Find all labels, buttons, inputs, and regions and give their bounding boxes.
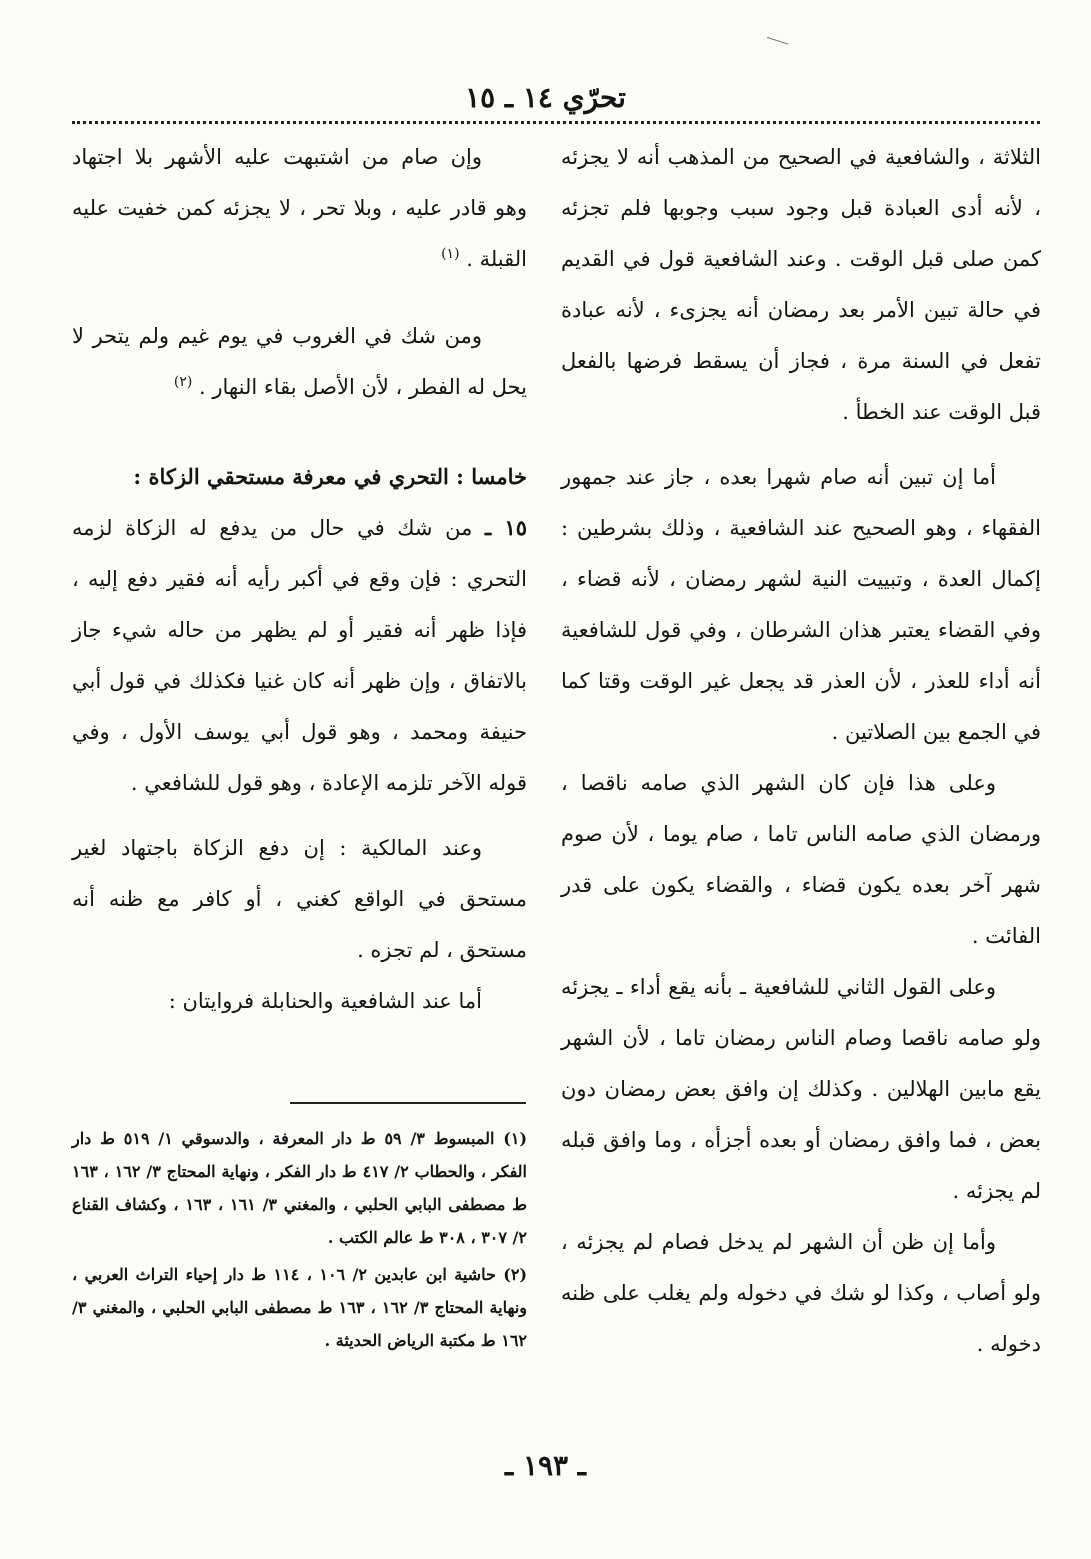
right-paragraph-4: وعلى القول الثاني للشافعية ـ بأنه يقع أداء ـ يجزئه ولو صامه ناقصا وصام الناس رمضان تاما ، لأن الشهر يقع مابين الهلالين . وكذلك إن وافق بعض رمضان دون بعض ، فما وافق رمضان أو بعده أجزأه ، وما وافق قبله لم يجزئه .: [561, 975, 1041, 1203]
left-paragraph-2-text: ومن شك في الغروب في يوم غيم ولم يتحر لا يحل له الفطر ، لأن الأصل بقاء النهار .: [72, 324, 527, 399]
left-paragraph-2: [72, 311, 527, 413]
left-column: [72, 132, 527, 1027]
left-paragraph-5: أما عند الشافعية والحنابلة فروايتان :: [168, 989, 482, 1013]
left-paragraph-3: [72, 502, 527, 809]
right-paragraph-5: وأما إن ظن أن الشهر لم يدخل فصام لم يجزئه ، ولو أصاب ، وكذا لو شك في دخوله ولم يغلب على ظنه دخوله .: [561, 1230, 1041, 1356]
footnote-ref-2: (٢): [173, 374, 193, 390]
item-number: ١٥ ـ: [485, 515, 527, 540]
right-paragraph-3: وعلى هذا فإن كان الشهر الذي صامه ناقصا ، ورمضان الذي صامه الناس تاما ، صام يوما ، لأن صوم شهر آخر بعده يكون قضاء ، والقضاء يكون على قدر الفائت .: [561, 771, 1041, 948]
right-paragraph-1: الثلاثة ، والشافعية في الصحيح من المذهب أنه لا يجزئه ، لأنه أدى العبادة قبل وجود سبب وجوبها فلم تجزئه كمن صلى قبل الوقت . وعند الشافعية قول في القديم في حالة تبين الأمر بعد رمضان أنه يجزىء ، لأنه عبادة تفعل في السنة مرة ، فجاز أن يسقط فرضها بالفعل قبل الوقت عند الخطأ .: [561, 145, 1041, 424]
footnote-1: (١) المبسوط ٣/ ٥٩ ط دار المعرفة ، والدسوقي ١/ ٥١٩ ط دار الفكر ، والحطاب ٢/ ٤١٧ ط دار الفكر ، ونهاية المحتاج ٣/ ١٦٢ ، ١٦٣ ط مصطفى البابي الحلبي ، والمغني ٣/ ١٦١ ، ١٦٣ ، وكشاف القناع ٢/ ٣٠٧ ، ٣٠٨ ط عالم الكتب .: [72, 1129, 528, 1247]
header-dotted-rule: [72, 121, 1040, 124]
left-paragraph-1-text: وإن صام من اشتبهت عليه الأشهر بلا اجتهاد وهو قادر عليه ، وبلا تحر ، لا يجزئه كمن خفيت عليه القبلة .: [72, 145, 527, 271]
right-paragraph-2: أما إن تبين أنه صام شهرا بعده ، جاز عند جمهور الفقهاء ، وهو الصحيح عند الشافعية ، وذلك بشرطين : إكمال العدة ، وتبييت النية لشهر رمضان ، لأنه قضاء ، وفي القضاء يعتبر هذان الشرطان ، وفي قول للشافعية أنه أداء للعذر ، لأن العذر قد يجعل غير الوقت وقتا كما في الجمع بين الصلاتين .: [561, 465, 1041, 744]
footnotes: [72, 1122, 527, 1361]
section-heading: خامسا : التحري في معرفة مستحقي الزكاة :: [133, 464, 527, 489]
footnote-2: (٢) حاشية ابن عابدين ٢/ ١٠٦ ، ١١٤ ط دار إحياء التراث العربي ، ونهاية المحتاج ٣/ ١٦٢ ، ١٦٣ ط مصطفى البابي الحلبي ، والمغني ٣/ ١٦٢ ط مكتبة الرياض الحديثة .: [72, 1265, 528, 1350]
left-paragraph-4: وعند المالكية : إن دفع الزكاة باجتهاد لغير مستحق في الواقع كغني ، أو كافر مع ظنه أنه مستحق ، لم تجزه .: [72, 836, 527, 962]
header-title: تحرّي ١٤ ـ ١٥: [465, 81, 626, 114]
scan-mark: [764, 37, 788, 54]
left-paragraph-3-text: من شك في حال من يدفع له الزكاة لزمه التحري : فإن وقع في أكبر رأيه أنه فقير دفع إليه ، فإذا ظهر أنه فقير أو لم يظهر من حاله شيء جاز بالاتفاق ، وإن ظهر أنه كان غنيا فكذلك في قول أبي حنيفة ومحمد ، وهو قول أبي يوسف الأول ، وفي قوله الآخر تلزمه الإعادة ، وهو قول للشافعي .: [72, 516, 527, 795]
left-paragraph-1: [72, 132, 527, 285]
running-header: [0, 78, 1091, 118]
footnote-rule: [290, 1102, 526, 1104]
footnote-ref-1: (١): [441, 246, 460, 262]
right-column: [561, 132, 1041, 1370]
page-number: ـ ١٩٣ ـ: [504, 1449, 587, 1482]
